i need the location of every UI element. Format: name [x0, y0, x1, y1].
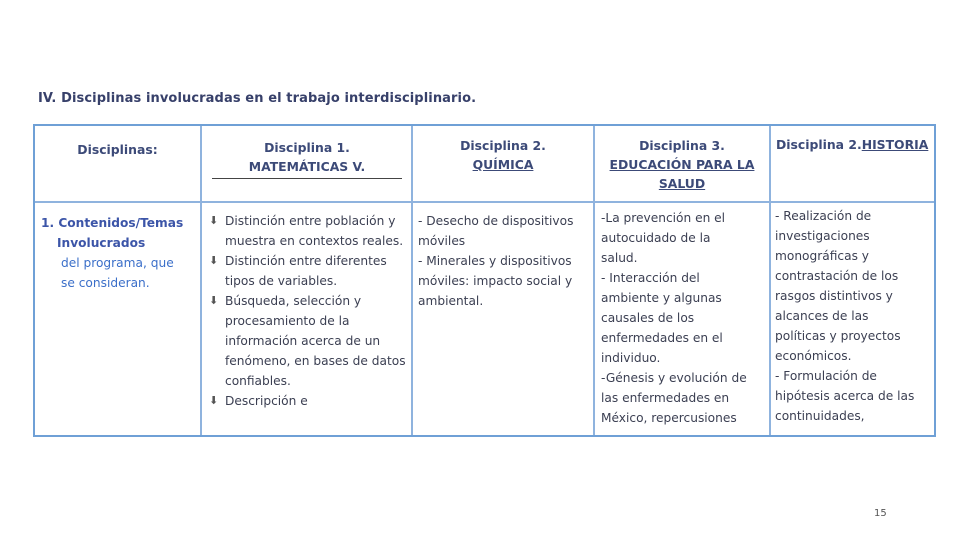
- list-item-text: Distinción entre diferentes tipos de variables.: [225, 254, 387, 288]
- text-line: móviles: impacto social y: [418, 274, 573, 288]
- list-item: [209, 291, 409, 391]
- arrow-bullet-icon: ⬇: [209, 394, 219, 407]
- row-label-title: 1. Contenidos/Temas: [41, 216, 184, 230]
- disciplines-table: [33, 124, 936, 437]
- text-line: políticas y proyectos: [775, 329, 901, 343]
- header-disciplina-1-number: Disciplina 1.: [264, 140, 350, 155]
- col1-content: [209, 211, 409, 411]
- text-line: - Desecho de dispositivos: [418, 214, 574, 228]
- text-line: enfermedades en el: [601, 331, 723, 345]
- text-line: - Formulación de: [775, 369, 877, 383]
- list-item: [209, 391, 409, 411]
- header-disciplina-4-name: HISTORIA: [861, 137, 929, 152]
- arrow-bullet-icon: ⬇: [209, 294, 219, 307]
- header-disciplina-4: [772, 135, 938, 154]
- row-label-desc-cont: se consideran.: [61, 276, 150, 290]
- header-underline: [212, 178, 402, 179]
- list-item: [209, 211, 409, 251]
- text-line: -Génesis y evolución de: [601, 371, 747, 385]
- page-number: 15: [874, 508, 887, 519]
- column-divider: [593, 126, 595, 435]
- text-line: - Minerales y dispositivos: [418, 254, 572, 268]
- section-heading: IV. Disciplinas involucradas en el trabajo interdisciplinario.: [38, 91, 477, 106]
- header-disciplina-2-number: Disciplina 2.: [460, 138, 546, 153]
- text-line: económicos.: [775, 349, 852, 363]
- col2-content: [418, 211, 590, 311]
- header-disciplina-3-name-cont: SALUD: [658, 176, 706, 191]
- text-line: causales de los: [601, 311, 695, 325]
- text-line: salud.: [601, 251, 638, 265]
- column-divider: [200, 126, 202, 435]
- header-disciplina-3: [596, 136, 768, 193]
- row-label: [41, 213, 199, 293]
- text-line: contrastación de los: [775, 269, 899, 283]
- col4-content: [775, 206, 935, 426]
- header-disciplina-3-name: EDUCACIÓN PARA LA: [609, 157, 755, 172]
- column-divider: [769, 126, 771, 435]
- text-line: alcances de las: [775, 309, 869, 323]
- text-line: - Interacción del: [601, 271, 700, 285]
- header-disciplina-4-number: Disciplina 2.: [776, 137, 862, 152]
- text-line: - Realización de: [775, 209, 872, 223]
- list-item-text: Distinción entre población y muestra en contextos reales.: [225, 214, 404, 248]
- row-label-desc: del programa, que: [61, 256, 174, 270]
- text-line: México, repercusiones: [601, 411, 737, 425]
- header-disciplina-1-name: MATEMÁTICAS V.: [248, 159, 366, 174]
- text-line: ambiental.: [418, 294, 484, 308]
- header-disciplina-3-number: Disciplina 3.: [639, 138, 725, 153]
- text-line: las enfermedades en: [601, 391, 730, 405]
- text-line: -La prevención en el: [601, 211, 726, 225]
- text-line: ambiente y algunas: [601, 291, 722, 305]
- row-label-title-cont: Involucrados: [57, 236, 146, 250]
- column-divider: [411, 126, 413, 435]
- row-divider: [35, 201, 934, 203]
- arrow-bullet-icon: ⬇: [209, 214, 219, 227]
- text-line: hipótesis acerca de las: [775, 389, 915, 403]
- header-disciplinas: Disciplinas:: [77, 142, 158, 157]
- text-line: autocuidado de la: [601, 231, 711, 245]
- header-disciplina-2: [414, 136, 592, 174]
- text-line: monográficas y: [775, 249, 870, 263]
- header-disciplina-2-name: QUÍMICA: [472, 157, 534, 172]
- list-item-text: Búsqueda, selección y procesamiento de la información acerca de un fenómeno, en bases de datos confiables.: [225, 294, 406, 388]
- text-line: continuidades,: [775, 409, 865, 423]
- text-line: investigaciones: [775, 229, 870, 243]
- text-line: individuo.: [601, 351, 661, 365]
- header-disciplina-1: [203, 138, 411, 179]
- arrow-bullet-icon: ⬇: [209, 254, 219, 267]
- text-line: móviles: [418, 234, 466, 248]
- list-item-text: Descripción e: [225, 394, 308, 408]
- text-line: rasgos distintivos y: [775, 289, 893, 303]
- list-item: [209, 251, 409, 291]
- col3-content: [601, 208, 769, 428]
